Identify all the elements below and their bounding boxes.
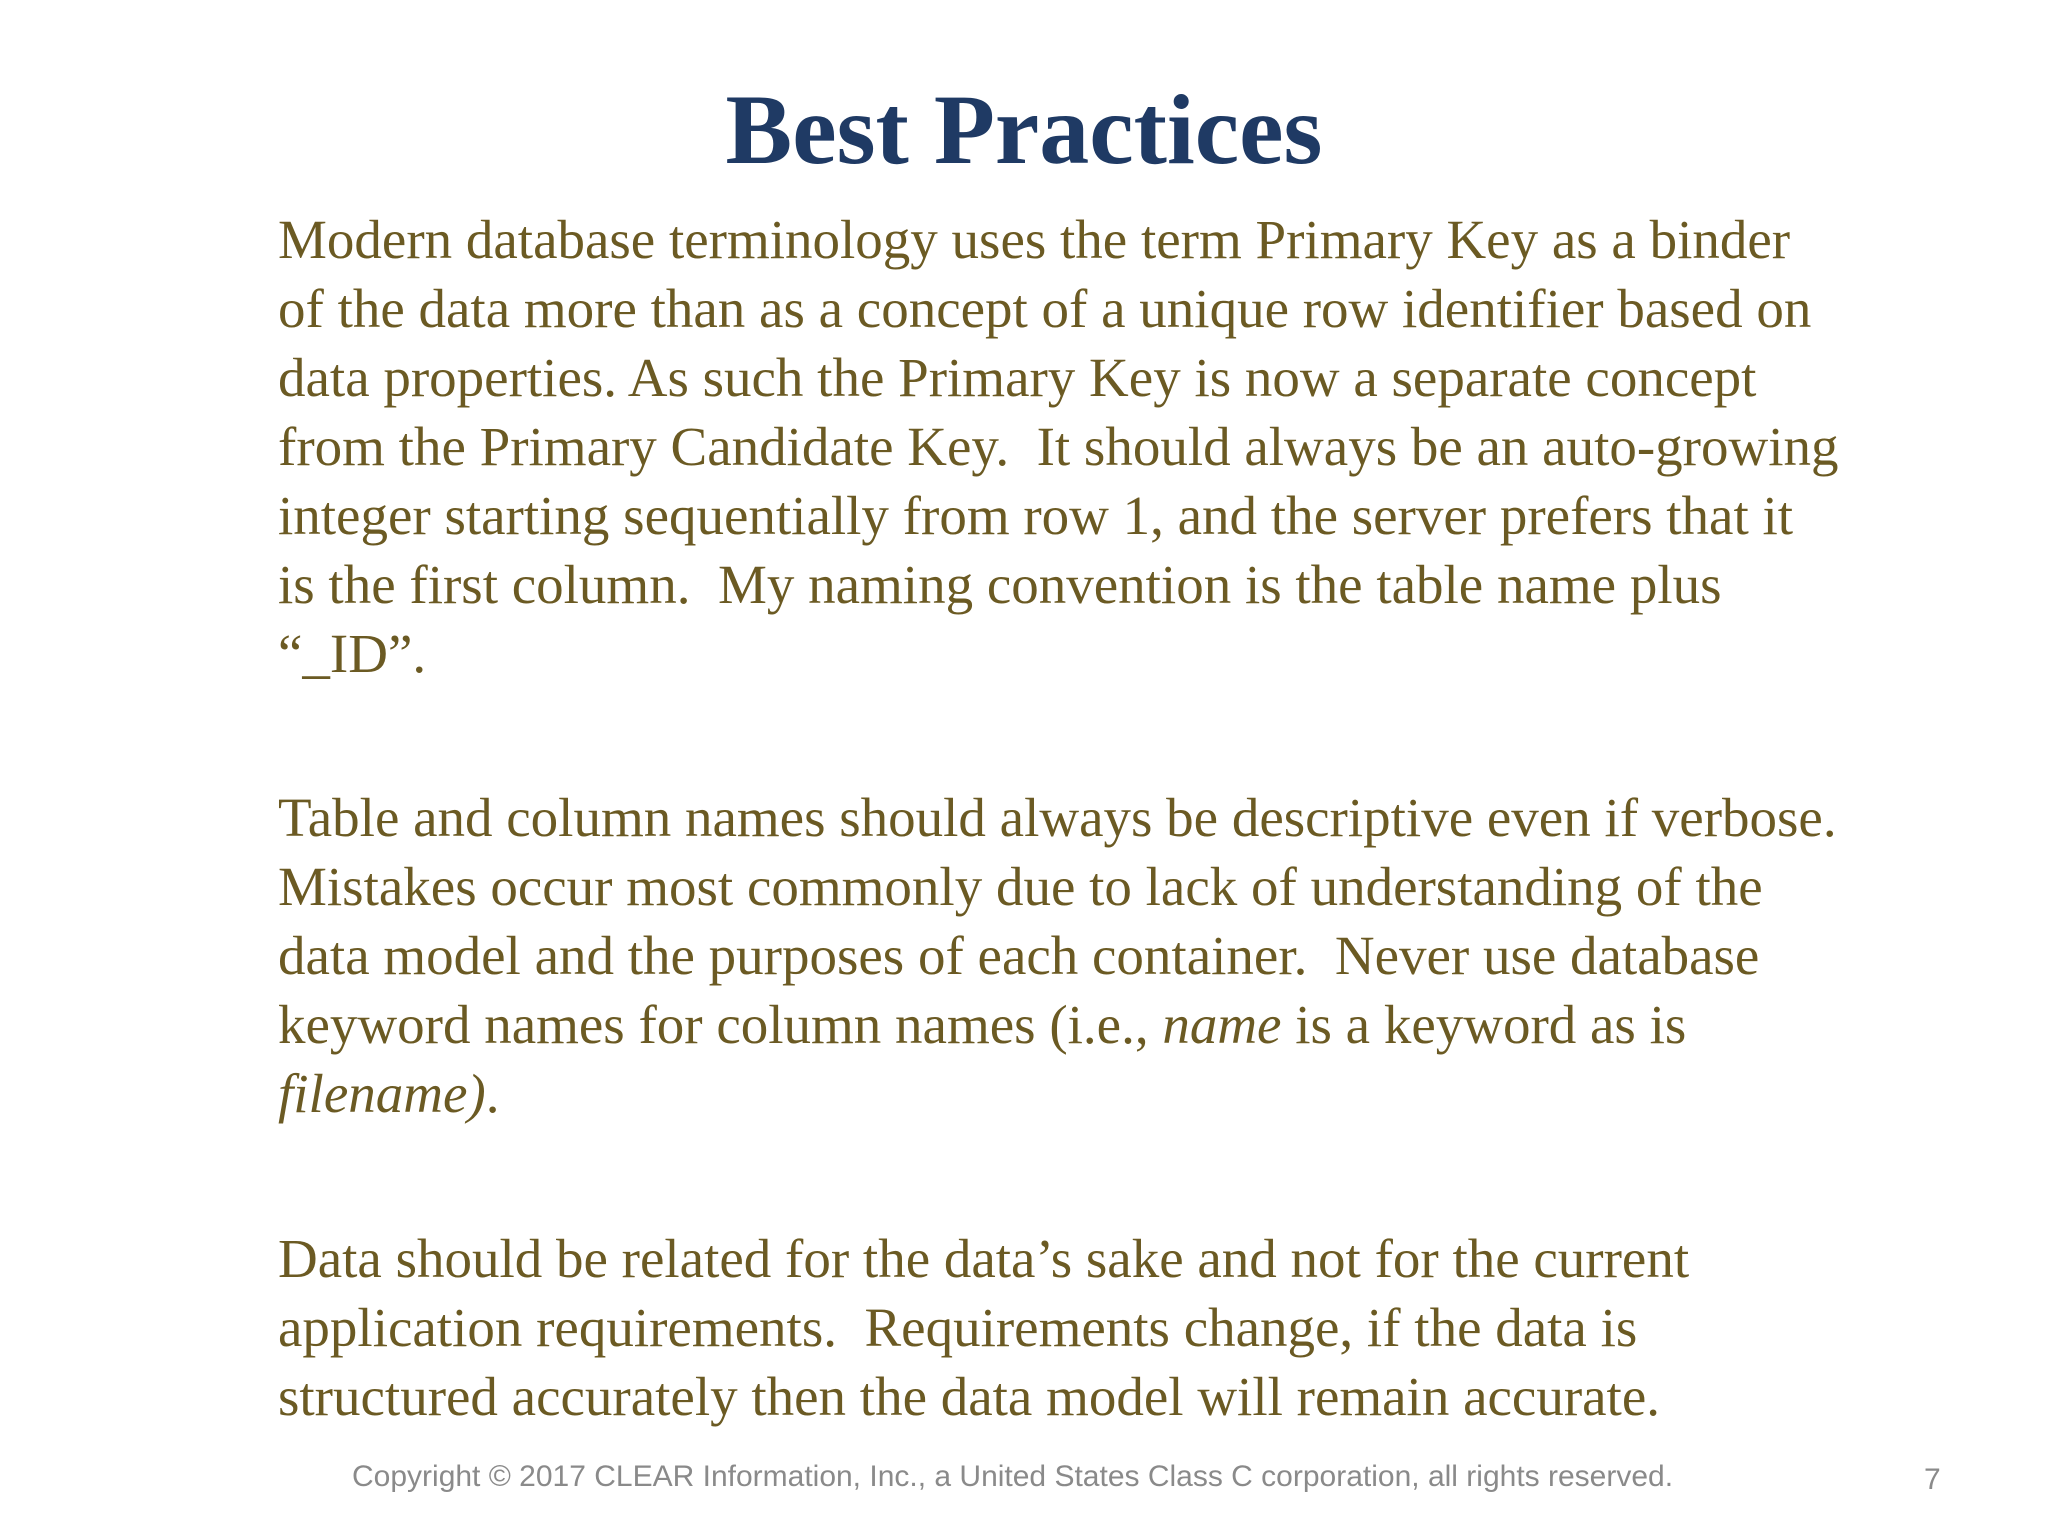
paragraph-text: [278, 1224, 1978, 1431]
slide-title: Best Practices: [725, 74, 1323, 185]
text-line: Data should be related for the data’s sake and not for the current: [278, 1228, 1690, 1289]
copyright-notice: Copyright © 2017 CLEAR Information, Inc., a United States Class C corporation, all rights reserved.: [352, 1460, 1674, 1493]
text-line: from the Primary Candidate Key. It should always be an auto-growing: [278, 416, 1839, 477]
text-line: of the data more than as a concept of a unique row identifier based on: [278, 278, 1812, 339]
paragraph-primary-key: [278, 205, 1978, 688]
text-line: Mistakes occur most commonly due to lack of understanding of the: [278, 856, 1763, 917]
text-run: keyword names for column names (i.e.,: [278, 994, 1163, 1055]
text-line: “_ID”.: [278, 623, 427, 684]
text-line: [278, 990, 1978, 1059]
text-line: integer starting sequentially from row 1, and the server prefers that it: [278, 485, 1794, 546]
slide-footer: [0, 1457, 2048, 1497]
text-line: [278, 1059, 1978, 1128]
paragraph-naming: [278, 783, 1978, 1128]
text-line: data properties. As such the Primary Key is now a separate concept: [278, 347, 1757, 408]
text-line: structured accurately then the data model will remain accurate.: [278, 1366, 1660, 1427]
text-line: is the first column. My naming convention is the table name plus: [278, 554, 1722, 615]
paragraph-data-relations: [278, 1224, 1978, 1431]
page-number: 7: [1924, 1463, 1941, 1496]
emphasis-name: name: [1162, 994, 1282, 1055]
text-line: data model and the purposes of each container. Never use database: [278, 925, 1760, 986]
text-line: application requirements. Requirements change, if the data is: [278, 1297, 1638, 1358]
paragraph-text: [278, 783, 1978, 1128]
paragraph-text: [278, 205, 1978, 688]
text-line: Modern database terminology uses the term Primary Key as a binder: [278, 209, 1791, 270]
emphasis-filename: filename): [278, 1063, 486, 1124]
text-line: Table and column names should always be descriptive even if verbose.: [278, 787, 1837, 848]
text-run: .: [485, 1063, 500, 1124]
text-run: is a keyword as is: [1281, 994, 1687, 1055]
